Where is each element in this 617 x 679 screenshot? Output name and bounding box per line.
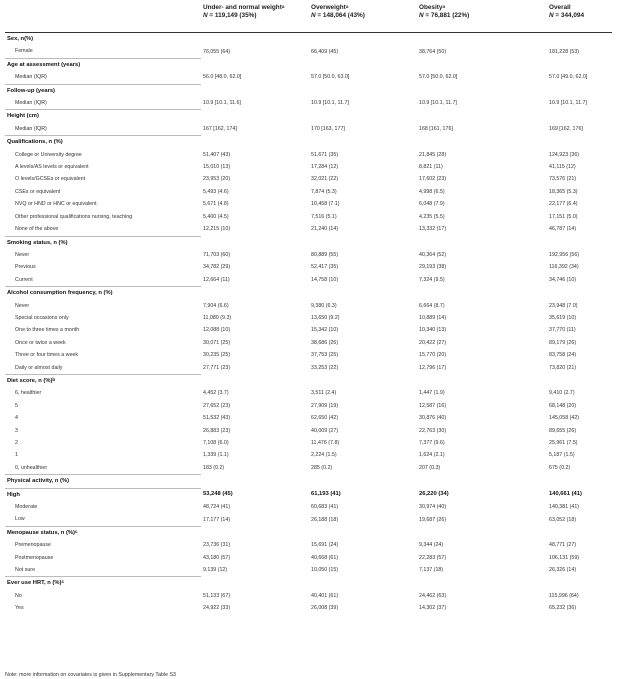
table-cell: 25,961 (7.5) (549, 440, 578, 446)
table-cell: 4,235 (5.5) (419, 213, 445, 220)
section-label: Sex, n(%) (5, 33, 201, 46)
table-cell (547, 84, 612, 97)
table-cell: 56.0 [48.0, 62.0] (203, 74, 242, 81)
table-cell: 5,493 (4.6) (203, 188, 229, 195)
row-label: Never (15, 251, 30, 258)
table-row (5, 412, 612, 424)
section-row (5, 526, 612, 539)
table-cell: 40,401 (61) (311, 592, 339, 599)
row-label: O levels/GCSEs or equivalent (15, 176, 86, 183)
table-row (5, 349, 612, 361)
section-row (5, 58, 612, 71)
table-body (5, 33, 612, 615)
table-row (5, 261, 612, 273)
section-label: Smoking status, n (%) (5, 236, 201, 249)
table-cell (547, 110, 612, 123)
table-cell (201, 475, 309, 488)
table-cell: 170 [163, 177] (311, 126, 345, 133)
table-cell (309, 110, 417, 123)
section-label: Follow-up (years) (5, 84, 201, 97)
table-cell: 83,758 (24) (549, 352, 577, 359)
table-cell: 20,422 (27) (419, 339, 447, 346)
table-cell: 35,619 (10) (549, 314, 577, 321)
row-label: One to three times a month (15, 327, 80, 334)
table-row (5, 45, 612, 58)
table-cell: 34,746 (10) (549, 276, 577, 283)
table-cell: 66,409 (45) (311, 48, 339, 55)
table-row (5, 71, 612, 84)
table-cell (547, 58, 612, 71)
table-cell: 7,904 (6.6) (203, 302, 229, 309)
table-cell (417, 136, 547, 149)
row-label: Daily or almost daily (15, 364, 63, 371)
table-cell: 37,770 (11) (549, 327, 576, 334)
table-cell (417, 236, 547, 249)
row-label: No (15, 592, 22, 599)
table-row (5, 539, 612, 551)
table-cell: 181,228 (53) (549, 48, 580, 55)
header-cell-obesity: Obesity$^a$ N = 76,881 (22%) (417, 0, 547, 33)
table-cell: 57.0 [50.0, 62.0] (419, 74, 458, 81)
table-cell: 30,235 (25) (203, 352, 231, 359)
table-cell: 37,753 (25) (311, 352, 339, 359)
table-row (5, 312, 612, 324)
row-label: None of the above (15, 226, 59, 233)
table-cell (201, 287, 309, 300)
section-label: Ever use HRT, n (%)$^c$ (5, 577, 201, 590)
table-cell: 29,193 (38) (419, 264, 447, 271)
table-cell: 40,668 (61) (311, 554, 339, 561)
row-label: Median (IQR) (15, 74, 47, 81)
table-cell: 43,180 (57) (203, 554, 231, 561)
table-cell (309, 287, 417, 300)
table-cell (417, 84, 547, 97)
table-cell: 71,703 (60) (203, 251, 231, 258)
table-cell: 21,845 (28) (419, 151, 447, 158)
table-cell: 207 (0.3) (419, 465, 441, 472)
section-row (5, 374, 612, 387)
table-cell: 65,232 (36) (549, 605, 577, 612)
table-cell: 6,048 (7.9) (419, 201, 445, 208)
table-cell (547, 526, 612, 539)
section-row (5, 488, 612, 501)
table-cell: 7,516 (5.1) (311, 213, 337, 220)
table-cell: 23,953 (20) (203, 176, 231, 183)
table-cell (309, 577, 417, 590)
section-row (5, 236, 612, 249)
section-row (5, 577, 612, 590)
table-cell: 10,340 (13) (419, 327, 447, 334)
table-cell: 18,365 (5.3) (549, 188, 578, 195)
table-cell: 12,088 (10) (203, 327, 231, 334)
row-label: Premenopause (15, 542, 51, 549)
table-row (5, 249, 612, 261)
table-cell: 73,576 (21) (549, 176, 577, 183)
table-row (5, 198, 612, 210)
table-cell: 183 (0.2) (203, 465, 225, 472)
row-label: 6, healthier (15, 390, 42, 397)
table-cell: 12,587 (16) (419, 402, 447, 409)
table-row (5, 513, 612, 526)
table-cell: 7,108 (6.0) (203, 440, 229, 446)
table-cell: 124,923 (36) (549, 151, 580, 158)
table-cell: 27,652 (23) (203, 402, 231, 409)
row-label: 2 (15, 440, 18, 446)
table-cell: 140,381 (41) (549, 504, 580, 511)
table-cell: 10.9 [10.1, 11.7] (419, 100, 457, 107)
table-cell: 17,151 (5.0) (549, 213, 578, 220)
table-cell: 675 (0.2) (549, 465, 571, 472)
table-cell (547, 287, 612, 300)
table-cell: 57.0 [50.0, 63.0] (311, 74, 350, 81)
table-cell (309, 33, 417, 46)
table-cell: 38,686 (26) (311, 339, 339, 346)
table-row (5, 564, 612, 577)
row-label: Other professional qualifications nursing, teaching (15, 213, 133, 220)
table-cell: 5,671 (4.8) (203, 201, 229, 208)
table-cell: 13,650 (9.2) (311, 314, 340, 321)
table-cell: 51,532 (43) (203, 415, 231, 422)
row-label: 4 (15, 415, 18, 422)
table-cell: 140,661 (41) (549, 491, 582, 498)
table-cell (417, 287, 547, 300)
table-cell: 26,220 (34) (419, 491, 449, 498)
table-row (5, 449, 612, 461)
table-cell: 12,796 (17) (419, 364, 447, 371)
section-row (5, 475, 612, 488)
table-cell (201, 577, 309, 590)
table-cell (547, 136, 612, 149)
table-cell: 52,417 (35) (311, 264, 339, 271)
table-cell (201, 110, 309, 123)
table-cell (417, 475, 547, 488)
table-cell: 30,071 (25) (203, 339, 231, 346)
table-cell (417, 577, 547, 590)
table-cell: 32,021 (22) (311, 176, 339, 183)
table-cell: 38,764 (50) (419, 48, 447, 55)
table-cell: 15,010 (13) (203, 164, 231, 171)
table-cell: 15,342 (10) (311, 327, 339, 334)
table-row (5, 501, 612, 513)
table-cell (417, 33, 547, 46)
table-cell: 73,820 (21) (549, 364, 577, 371)
table-cell: 26,883 (23) (203, 427, 231, 434)
table-cell (547, 577, 612, 590)
table-row (5, 324, 612, 336)
header-cell-overall: Overall N = 344,094 (547, 0, 612, 33)
table-cell: 19,687 (26) (419, 516, 447, 523)
table-cell: 169 [162, 176] (549, 126, 583, 133)
table-cell: 80,889 (55) (311, 251, 339, 258)
table-cell (417, 374, 547, 387)
section-label: Physical activity, n (%) (5, 475, 201, 488)
table-footnote: Note: more information on covariates is given in Supplementary Table S3 (5, 672, 176, 678)
section-row (5, 84, 612, 97)
table-cell (201, 84, 309, 97)
table-row (5, 274, 612, 287)
table-row (5, 362, 612, 375)
table-cell: 1,339 (1.1) (203, 452, 229, 459)
table-row (5, 437, 612, 449)
table-cell: 26,326 (14) (549, 567, 577, 574)
table-cell: 10,458 (7.1) (311, 201, 340, 208)
table-cell: 168 [161, 176] (419, 126, 453, 133)
table-cell: 5,400 (4.5) (203, 213, 229, 220)
table-row (5, 425, 612, 437)
table-cell: 24,922 (33) (203, 605, 231, 612)
table-cell (417, 58, 547, 71)
table-cell (201, 58, 309, 71)
table-cell: 7,137 (18) (419, 567, 444, 574)
table-cell (201, 236, 309, 249)
table-cell (309, 526, 417, 539)
table-cell: 27,771 (23) (203, 364, 231, 371)
table-cell (201, 136, 309, 149)
row-label: Previous (15, 264, 36, 271)
header-cell-under-normal-weight: Under- and normal weight$^a$ N = 119,149 (35%) (201, 0, 309, 33)
table-cell: 7,377 (9.6) (419, 440, 445, 446)
row-label: Low (15, 516, 25, 523)
section-label: Age at assessment (years) (5, 58, 201, 71)
table-cell: 10.9 [10.1, 11.6] (203, 100, 241, 107)
table-cell: 24,462 (63) (419, 592, 447, 599)
table-row (5, 186, 612, 198)
row-label: 5 (15, 402, 18, 409)
table-cell: 26,188 (18) (311, 516, 339, 523)
table-cell: 10.9 [10.1, 11.7] (311, 100, 349, 107)
row-label: Three or four times a week (15, 352, 78, 359)
table-row (5, 590, 612, 602)
table-cell: 26,008 (39) (311, 605, 339, 612)
table-cell: 57.0 [49.0, 62.0] (549, 74, 588, 81)
table-cell: 12,664 (11) (203, 276, 230, 283)
table-cell: 51,671 (35) (311, 151, 339, 158)
table-cell (309, 236, 417, 249)
table-cell: 106,131 (59) (549, 554, 580, 561)
row-label: 1 (15, 452, 18, 459)
section-row (5, 287, 612, 300)
table-row (5, 400, 612, 412)
section-label: Height (cm) (5, 110, 201, 123)
table-cell (547, 475, 612, 488)
table-row (5, 211, 612, 223)
table-cell: 3,511 (2.4) (311, 390, 337, 397)
table-cell: 62,650 (42) (311, 415, 339, 422)
row-label: Current (15, 276, 33, 283)
table-cell: 4,452 (3.7) (203, 390, 229, 397)
table-cell: 76,055 (64) (203, 48, 231, 55)
table-row (5, 149, 612, 161)
table-cell: 11,080 (9.3) (203, 314, 232, 321)
table-cell: 14,758 (10) (311, 276, 339, 283)
table-cell: 21,240 (14) (311, 226, 339, 233)
table-cell: 27,909 (19) (311, 402, 339, 409)
table-row (5, 97, 612, 110)
table-cell: 10,050 (15) (311, 567, 339, 574)
table-cell (309, 475, 417, 488)
table-cell: 285 (0.2) (311, 465, 333, 472)
table-container (5, 0, 612, 615)
table-cell (417, 110, 547, 123)
table-cell: 89,655 (26) (549, 427, 577, 434)
row-label: Median (IQR) (15, 100, 47, 107)
row-label: CSEs or equivalent (15, 188, 61, 195)
row-label: 0, unhealthier (15, 464, 48, 471)
table-cell: 48,724 (41) (203, 504, 231, 511)
table-cell: 14,302 (37) (419, 605, 447, 612)
table-cell: 22,763 (30) (419, 427, 447, 434)
table-cell: 1,447 (1.9) (419, 390, 445, 397)
section-row (5, 33, 612, 46)
table-cell: 116,392 (34) (549, 264, 579, 271)
table-cell (309, 84, 417, 97)
section-row (5, 110, 612, 123)
table-cell (201, 374, 309, 387)
row-label: Special occasions only (15, 314, 69, 321)
table-row (5, 602, 612, 614)
table-cell: 51,407 (43) (203, 151, 231, 158)
table-cell: 10.9 [10.1, 11.7] (549, 100, 587, 107)
table-row (5, 337, 612, 349)
row-label: Once or twice a week (15, 339, 66, 346)
section-label: Menopause status, n (%)$^c$ (5, 526, 201, 539)
table-cell: 22,283 (57) (419, 554, 447, 561)
table-cell: 33,253 (22) (311, 364, 339, 371)
table-cell: 5,187 (1.5) (549, 452, 575, 459)
table-cell: 61,193 (41) (311, 491, 341, 498)
table-cell (201, 33, 309, 46)
table-cell: 2,224 (1.5) (311, 452, 337, 459)
row-label: A levels/AS levels or equivalent (15, 164, 89, 171)
table-cell: 34,782 (29) (203, 264, 231, 271)
header-cell-empty (5, 0, 201, 33)
table-cell: 15,770 (20) (419, 352, 447, 359)
row-label: 3 (15, 427, 18, 434)
header-row (5, 0, 612, 33)
row-label: Yes (15, 605, 24, 612)
row-label: Moderate (15, 504, 38, 511)
table-cell (417, 526, 547, 539)
header-cell-overweight: Overweight$^a$ N = 148,064 (43%) (309, 0, 417, 33)
row-label: Not sure (15, 567, 36, 574)
table-row (5, 387, 612, 399)
table-cell: 145,058 (42) (549, 415, 580, 422)
row-label: Female (15, 48, 33, 55)
table-cell: 40,364 (52) (419, 251, 447, 258)
table-cell: 9,344 (24) (419, 542, 444, 549)
table-cell: 23,948 (7.0) (549, 302, 578, 309)
table-cell: 4,998 (6.5) (419, 188, 445, 195)
table-cell: 23,736 (31) (203, 542, 231, 549)
table-cell: 30,974 (40) (419, 504, 447, 511)
table-cell: 12,215 (10) (203, 226, 231, 233)
section-row (5, 136, 612, 149)
table-cell: 9,139 (12) (203, 567, 228, 574)
table-row (5, 223, 612, 236)
table-cell: 17,602 (23) (419, 176, 447, 183)
table-cell (309, 136, 417, 149)
section-label: Qualifications, n (%) (5, 136, 201, 149)
table-cell: 115,996 (64) (549, 592, 579, 599)
row-label: College or University degree (15, 151, 82, 158)
table-cell: 167 [162, 174] (203, 126, 237, 133)
table-cell: 51,133 (67) (203, 592, 231, 599)
table-cell: 17,177 (14) (203, 516, 231, 523)
table-cell: 41,115 (12) (549, 164, 576, 171)
table-cell: 17,284 (12) (311, 164, 339, 171)
table-cell (547, 374, 612, 387)
table-cell: 68,148 (20) (549, 402, 577, 409)
table-cell: 63,052 (18) (549, 516, 577, 523)
table-cell: 9,380 (6.3) (311, 302, 337, 309)
table-row (5, 123, 612, 136)
table-cell (309, 58, 417, 71)
table-cell: 9,410 (2.7) (549, 390, 575, 397)
table-cell: 30,876 (40) (419, 415, 447, 422)
table-cell: 11,476 (7.8) (311, 440, 340, 446)
row-label: Postmenopause (15, 554, 54, 561)
table-cell: 48,771 (27) (549, 542, 577, 549)
table-cell: 53,248 (45) (203, 491, 233, 498)
section-label: Alcohol consumption frequency, n (%) (5, 287, 201, 300)
table-cell: 10,889 (14) (419, 314, 447, 321)
table-cell (547, 236, 612, 249)
row-label: NVQ or HND or HNC or equivalent (15, 201, 97, 208)
table-row (5, 300, 612, 312)
table-row (5, 173, 612, 185)
table-cell: 15,691 (24) (311, 542, 339, 549)
table-cell: 22,177 (6.4) (549, 201, 578, 208)
section-label: High (5, 488, 201, 501)
table-row (5, 552, 612, 564)
table-cell: 40,009 (27) (311, 427, 339, 434)
table-cell: 8,821 (11) (419, 164, 443, 171)
table-cell: 192,956 (56) (549, 251, 580, 258)
table-cell: 6,664 (8.7) (419, 302, 445, 309)
table-cell: 89,179 (26) (549, 339, 577, 346)
table-cell: 1,624 (2.1) (419, 452, 445, 459)
table-cell: 13,332 (17) (419, 226, 447, 233)
row-label: Median (IQR) (15, 125, 47, 132)
table-cell: 46,787 (14) (549, 226, 577, 233)
table-cell (201, 526, 309, 539)
table-cell (309, 374, 417, 387)
table-cell: 7,874 (5.3) (311, 188, 337, 195)
table-row (5, 462, 612, 475)
table-cell: 60,683 (41) (311, 504, 339, 511)
section-label: Diet score, n (%)$^b$ (5, 374, 201, 387)
table-cell (547, 33, 612, 46)
row-label: Never (15, 302, 30, 309)
table-row (5, 161, 612, 173)
table-cell: 7,324 (9.5) (419, 276, 445, 283)
baseline-characteristics-table (5, 0, 612, 615)
